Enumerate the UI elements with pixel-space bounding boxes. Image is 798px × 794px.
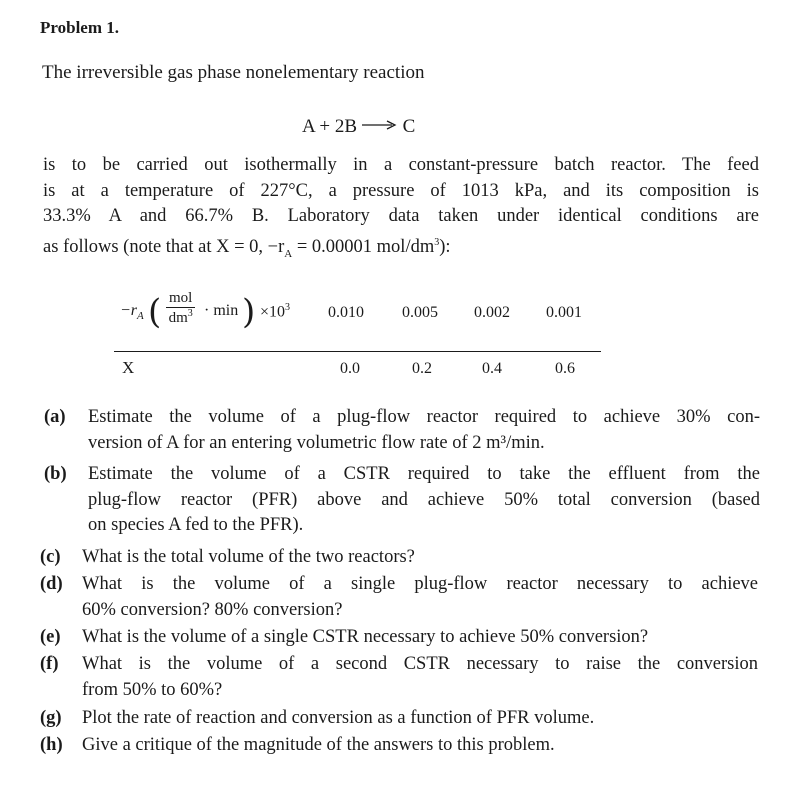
question-line: What is the volume of a second CSTR necessary to raise the conversion bbox=[82, 654, 758, 674]
question-line: What is the volume of a single CSTR necessary to achieve 50% conversion? bbox=[82, 627, 649, 647]
question-label: (c) bbox=[40, 547, 61, 567]
left-paren-icon: ( bbox=[148, 292, 162, 332]
fraction-numerator: mol bbox=[166, 290, 195, 308]
conversion-value: 0.4 bbox=[482, 360, 502, 377]
rate-value: 0.010 bbox=[328, 304, 364, 321]
rate-value: 0.005 bbox=[402, 304, 438, 321]
question-text bbox=[88, 405, 760, 456]
description-fragment: = 0.00001 mol/dm bbox=[292, 236, 435, 257]
question-text bbox=[82, 625, 758, 651]
fraction-denominator bbox=[166, 308, 195, 327]
intro-text: The irreversible gas phase nonelementary reaction bbox=[42, 62, 425, 83]
problem-title: Problem 1. bbox=[40, 18, 120, 37]
rate-symbol bbox=[120, 302, 144, 322]
reaction-product: C bbox=[402, 116, 416, 137]
question-line: Plot the rate of reaction and conversion as a function of PFR volume. bbox=[82, 708, 595, 728]
description-line: is at a temperature of 227°C, a pressure of 1013 kPa, and its composition is bbox=[43, 180, 759, 201]
question-text bbox=[82, 706, 758, 732]
question-text bbox=[82, 652, 758, 703]
question-text bbox=[82, 733, 758, 759]
den-superscript: 3 bbox=[187, 308, 193, 319]
question-text bbox=[82, 545, 758, 571]
reaction-equation bbox=[302, 116, 415, 138]
question-label: (g) bbox=[40, 708, 62, 728]
question-line: Give a critique of the magnitude of the answers to this problem. bbox=[82, 735, 555, 755]
question-line: version of A for an entering volumetric flow rate of 2 m³/min. bbox=[88, 432, 545, 453]
table-divider bbox=[114, 351, 601, 352]
units-time: · min bbox=[204, 302, 239, 319]
units-fraction bbox=[166, 290, 195, 327]
description-fragment: ): bbox=[439, 236, 451, 257]
question-line: 60% conversion? 80% conversion? bbox=[82, 599, 343, 620]
units-multiplier bbox=[260, 302, 290, 321]
question-text bbox=[82, 572, 758, 623]
conversion-value: 0.0 bbox=[340, 360, 360, 377]
question-label: (h) bbox=[40, 735, 63, 755]
conversion-row-label: X bbox=[122, 358, 135, 377]
rate-value: 0.002 bbox=[474, 304, 510, 321]
rate-subscript: A bbox=[137, 310, 144, 323]
subscript: A bbox=[284, 247, 293, 260]
reaction-reactants: A + 2B bbox=[302, 116, 358, 137]
question-label: (d) bbox=[40, 574, 63, 594]
rate-neg: −r bbox=[120, 302, 138, 319]
description-line: is to be carried out isothermally in a constant-pressure batch reactor. The feed bbox=[43, 155, 759, 175]
mult-superscript: 3 bbox=[285, 302, 291, 313]
question-line: on species A fed to the PFR). bbox=[88, 515, 304, 535]
question-label: (f) bbox=[40, 654, 59, 674]
right-paren-icon: ) bbox=[242, 292, 256, 332]
question-text bbox=[88, 462, 760, 539]
question-label: (b) bbox=[44, 464, 67, 484]
question-label: (e) bbox=[40, 627, 61, 647]
question-line: What is the total volume of the two reactors? bbox=[82, 547, 415, 567]
description-fragment: as follows (note that at X = 0, −r bbox=[43, 236, 285, 257]
reaction-arrow-icon bbox=[362, 120, 398, 130]
superscript: 3 bbox=[434, 236, 440, 248]
description-line: 33.3% A and 66.7% B. Laboratory data taken under identical conditions are bbox=[43, 206, 759, 226]
rate-value: 0.001 bbox=[546, 304, 582, 321]
conversion-value: 0.6 bbox=[555, 360, 575, 377]
question-line: from 50% to 60%? bbox=[82, 679, 223, 700]
question-line: plug-flow reactor (PFR) above and achieve 50% total conversion (based bbox=[88, 489, 760, 510]
description-line bbox=[43, 230, 759, 267]
conversion-value: 0.2 bbox=[412, 360, 432, 377]
question-line: Estimate the volume of a CSTR required to take the effluent from the bbox=[88, 464, 760, 484]
problem-description bbox=[43, 153, 759, 267]
den-text: dm bbox=[168, 310, 188, 326]
question-line: What is the volume of a single plug-flow reactor necessary to achieve bbox=[82, 574, 758, 594]
mult-text: ×10 bbox=[260, 303, 286, 321]
question-label: (a) bbox=[44, 407, 66, 427]
question-line: Estimate the volume of a plug-flow reactor required to achieve 30% con- bbox=[88, 407, 760, 427]
